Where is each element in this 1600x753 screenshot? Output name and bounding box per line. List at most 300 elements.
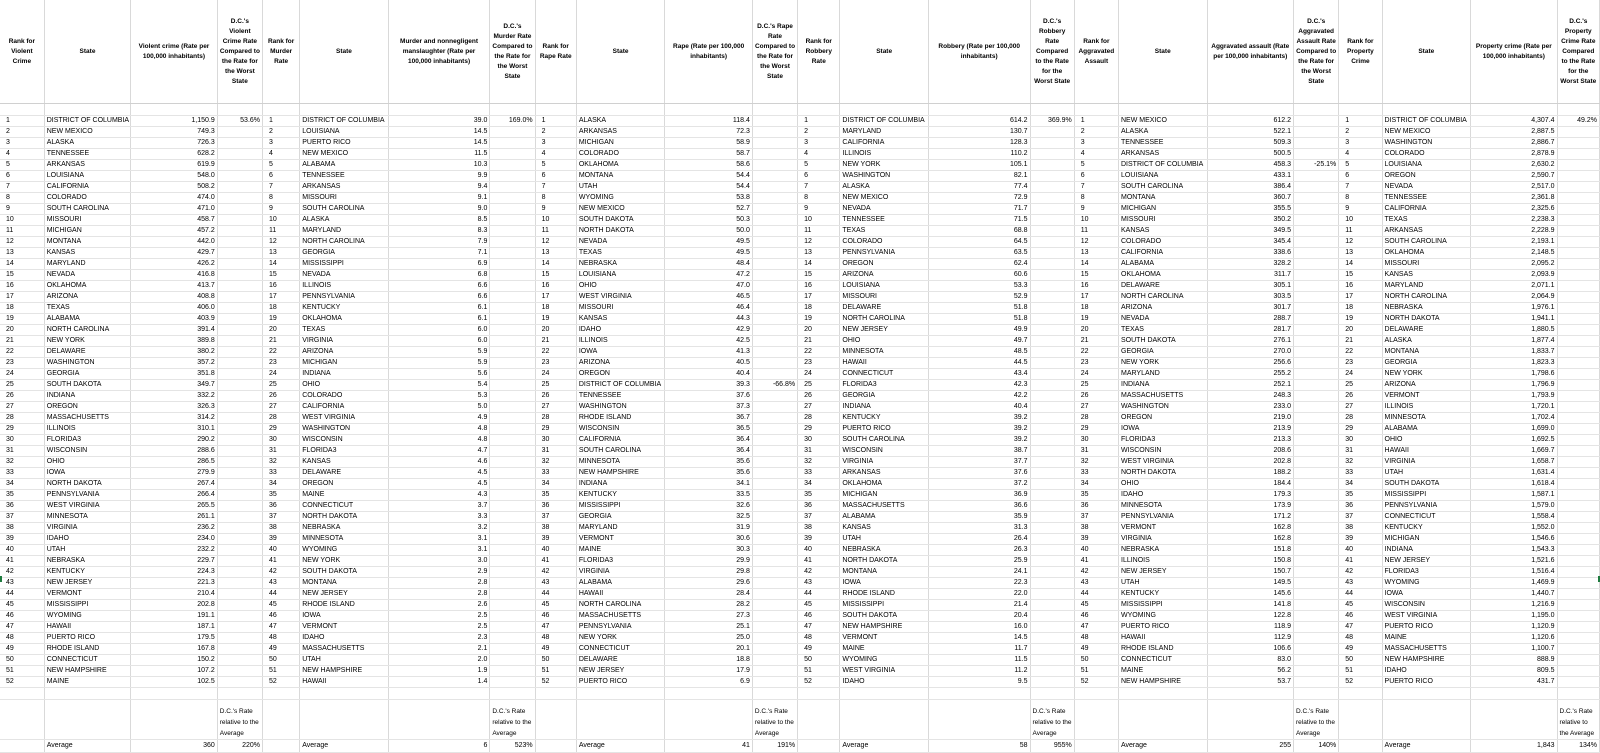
state-cell[interactable]: ARKANSAS xyxy=(1382,226,1471,237)
comparison-cell[interactable] xyxy=(1030,556,1074,567)
comparison-cell[interactable] xyxy=(490,248,535,259)
state-cell[interactable]: ALABAMA xyxy=(44,314,131,325)
state-cell[interactable]: WISCONSIN xyxy=(1382,600,1471,611)
comparison-cell[interactable] xyxy=(1557,336,1599,347)
state-cell[interactable]: ALASKA xyxy=(1382,336,1471,347)
comparison-cell[interactable] xyxy=(1030,171,1074,182)
state-cell[interactable]: HAWAII xyxy=(44,622,131,633)
state-cell[interactable]: ALASKA xyxy=(840,182,929,193)
rate-cell[interactable]: 357.2 xyxy=(131,358,218,369)
comparison-cell[interactable] xyxy=(752,138,797,149)
state-cell[interactable]: SOUTH CAROLINA xyxy=(1119,182,1208,193)
rank-cell[interactable]: 6 xyxy=(1074,171,1118,182)
rate-cell[interactable]: 36.4 xyxy=(665,446,753,457)
rate-cell[interactable]: 234.0 xyxy=(131,534,218,545)
empty-cell[interactable] xyxy=(535,104,576,116)
rate-cell[interactable]: 286.5 xyxy=(131,457,218,468)
rank-cell[interactable]: 20 xyxy=(535,325,576,336)
rank-cell[interactable]: 31 xyxy=(535,446,576,457)
rank-cell[interactable]: 37 xyxy=(798,512,840,523)
state-cell[interactable]: NORTH CAROLINA xyxy=(300,237,389,248)
header-cell[interactable]: Rank for Murder Rate xyxy=(263,0,300,104)
comparison-cell[interactable] xyxy=(752,358,797,369)
rank-cell[interactable]: 24 xyxy=(263,369,300,380)
state-cell[interactable]: CALIFORNIA xyxy=(44,182,131,193)
rate-cell[interactable]: 6.9 xyxy=(388,259,490,270)
comparison-cell[interactable] xyxy=(1294,358,1339,369)
comparison-cell[interactable] xyxy=(752,127,797,138)
rank-cell[interactable]: 22 xyxy=(1339,347,1382,358)
relative-note-cell[interactable]: D.C.'s Rate relative to the Average xyxy=(1557,700,1599,740)
rank-cell[interactable]: 26 xyxy=(1339,391,1382,402)
comparison-cell[interactable] xyxy=(1557,600,1599,611)
state-cell[interactable]: IOWA xyxy=(1119,424,1208,435)
state-cell[interactable]: MISSOURI xyxy=(1382,259,1471,270)
state-cell[interactable]: MONTANA xyxy=(1119,193,1208,204)
state-cell[interactable]: RHODE ISLAND xyxy=(300,600,389,611)
comparison-cell[interactable] xyxy=(1294,501,1339,512)
state-cell[interactable]: UTAH xyxy=(1382,468,1471,479)
rate-cell[interactable]: 1,823.3 xyxy=(1471,358,1558,369)
rank-cell[interactable]: 50 xyxy=(0,655,44,666)
comparison-cell[interactable] xyxy=(752,270,797,281)
rank-cell[interactable]: 47 xyxy=(0,622,44,633)
rate-cell[interactable]: 5.9 xyxy=(388,347,490,358)
rank-cell[interactable]: 45 xyxy=(1074,600,1118,611)
rate-cell[interactable]: 4.8 xyxy=(388,424,490,435)
state-cell[interactable]: DISTRICT OF COLUMBIA xyxy=(44,116,131,127)
comparison-cell[interactable] xyxy=(1030,622,1074,633)
state-cell[interactable]: SOUTH CAROLINA xyxy=(44,204,131,215)
state-cell[interactable]: NEBRASKA xyxy=(300,523,389,534)
state-cell[interactable]: WYOMING xyxy=(44,611,131,622)
header-cell[interactable]: Murder and nonnegligent manslaughter (Rate per 100,000 inhabitants) xyxy=(388,0,490,104)
comparison-cell[interactable] xyxy=(1557,479,1599,490)
comparison-cell[interactable] xyxy=(1030,435,1074,446)
rank-cell[interactable]: 32 xyxy=(535,457,576,468)
state-cell[interactable]: COLORADO xyxy=(1119,237,1208,248)
state-cell[interactable]: FLORIDA3 xyxy=(1382,567,1471,578)
comparison-cell[interactable] xyxy=(1557,281,1599,292)
rate-cell[interactable]: 20.4 xyxy=(928,611,1030,622)
empty-cell[interactable] xyxy=(1074,700,1118,740)
rate-cell[interactable]: 328.2 xyxy=(1207,259,1294,270)
rate-cell[interactable]: 10.3 xyxy=(388,160,490,171)
rate-cell[interactable]: 48.5 xyxy=(928,347,1030,358)
rate-cell[interactable]: 28.2 xyxy=(665,600,753,611)
comparison-cell[interactable] xyxy=(490,237,535,248)
rate-cell[interactable]: 4.7 xyxy=(388,446,490,457)
rank-cell[interactable]: 43 xyxy=(263,578,300,589)
rate-cell[interactable]: 1,150.9 xyxy=(131,116,218,127)
rate-cell[interactable]: 548.0 xyxy=(131,171,218,182)
rate-cell[interactable]: 34.1 xyxy=(665,479,753,490)
comparison-cell[interactable] xyxy=(217,281,262,292)
comparison-cell[interactable] xyxy=(1294,655,1339,666)
comparison-cell[interactable] xyxy=(752,666,797,677)
rate-cell[interactable]: 314.2 xyxy=(131,413,218,424)
comparison-cell[interactable] xyxy=(1557,347,1599,358)
rate-cell[interactable]: 4.5 xyxy=(388,468,490,479)
empty-cell[interactable] xyxy=(1557,688,1599,700)
comparison-cell[interactable] xyxy=(1294,523,1339,534)
rank-cell[interactable]: 23 xyxy=(1339,358,1382,369)
rate-cell[interactable]: 8.3 xyxy=(388,226,490,237)
rate-cell[interactable]: 49.7 xyxy=(928,336,1030,347)
rate-cell[interactable]: 233.0 xyxy=(1207,402,1294,413)
rate-cell[interactable]: 150.7 xyxy=(1207,567,1294,578)
state-cell[interactable]: NEW YORK xyxy=(300,556,389,567)
comparison-cell[interactable] xyxy=(1030,215,1074,226)
rank-cell[interactable]: 12 xyxy=(0,237,44,248)
rate-cell[interactable]: 2.8 xyxy=(388,578,490,589)
rate-cell[interactable]: 2,878.9 xyxy=(1471,149,1558,160)
state-cell[interactable]: DELAWARE xyxy=(44,347,131,358)
state-cell[interactable]: MAINE xyxy=(300,490,389,501)
rate-cell[interactable]: 2,095.2 xyxy=(1471,259,1558,270)
rank-cell[interactable]: 47 xyxy=(263,622,300,633)
header-cell[interactable]: Aggravated assault (Rate per 100,000 inhabitants) xyxy=(1207,0,1294,104)
rate-cell[interactable]: 311.7 xyxy=(1207,270,1294,281)
rate-cell[interactable]: 1,692.5 xyxy=(1471,435,1558,446)
rate-cell[interactable]: 431.7 xyxy=(1471,677,1558,688)
state-cell[interactable]: MISSISSIPPI xyxy=(576,501,665,512)
state-cell[interactable]: CONNECTICUT xyxy=(1119,655,1208,666)
empty-cell[interactable] xyxy=(44,688,131,700)
state-cell[interactable]: COLORADO xyxy=(44,193,131,204)
comparison-cell[interactable] xyxy=(1294,270,1339,281)
rank-cell[interactable]: 41 xyxy=(263,556,300,567)
state-cell[interactable]: PENNSYLVANIA xyxy=(576,622,665,633)
rate-cell[interactable]: 6.9 xyxy=(665,677,753,688)
comparison-cell[interactable] xyxy=(490,204,535,215)
state-cell[interactable]: SOUTH DAKOTA xyxy=(576,215,665,226)
state-cell[interactable]: OREGON xyxy=(840,259,929,270)
rate-cell[interactable]: 458.7 xyxy=(131,215,218,226)
comparison-cell[interactable]: 49.2% xyxy=(1557,116,1599,127)
rate-cell[interactable]: 1,976.1 xyxy=(1471,303,1558,314)
rank-cell[interactable]: 6 xyxy=(1339,171,1382,182)
state-cell[interactable]: KENTUCKY xyxy=(576,490,665,501)
state-cell[interactable]: ILLINOIS xyxy=(44,424,131,435)
rank-cell[interactable]: 32 xyxy=(263,457,300,468)
rate-cell[interactable]: 3.1 xyxy=(388,545,490,556)
state-cell[interactable]: NEW MEXICO xyxy=(300,149,389,160)
rank-cell[interactable]: 5 xyxy=(1339,160,1382,171)
rate-cell[interactable]: 40.4 xyxy=(928,402,1030,413)
rate-cell[interactable]: 44.5 xyxy=(928,358,1030,369)
state-cell[interactable]: ARIZONA xyxy=(576,358,665,369)
comparison-cell[interactable] xyxy=(1557,204,1599,215)
comparison-cell[interactable] xyxy=(752,512,797,523)
rate-cell[interactable]: 1,552.0 xyxy=(1471,523,1558,534)
rate-cell[interactable]: 614.2 xyxy=(928,116,1030,127)
empty-cell[interactable] xyxy=(840,104,929,116)
state-cell[interactable]: MISSISSIPPI xyxy=(1382,490,1471,501)
comparison-cell[interactable] xyxy=(490,402,535,413)
comparison-cell[interactable] xyxy=(217,424,262,435)
rate-cell[interactable]: 386.4 xyxy=(1207,182,1294,193)
rate-cell[interactable]: 25.0 xyxy=(665,633,753,644)
comparison-cell[interactable] xyxy=(1294,600,1339,611)
rank-cell[interactable]: 16 xyxy=(535,281,576,292)
empty-cell[interactable] xyxy=(1074,688,1118,700)
state-cell[interactable]: NORTH CAROLINA xyxy=(576,600,665,611)
comparison-cell[interactable] xyxy=(1294,457,1339,468)
rate-cell[interactable]: 3.2 xyxy=(388,523,490,534)
rank-cell[interactable]: 40 xyxy=(798,545,840,556)
state-cell[interactable]: MICHIGAN xyxy=(300,358,389,369)
comparison-cell[interactable] xyxy=(490,666,535,677)
comparison-cell[interactable] xyxy=(1294,633,1339,644)
rank-cell[interactable]: 25 xyxy=(1339,380,1382,391)
empty-cell[interactable] xyxy=(1119,700,1208,740)
rank-cell[interactable]: 12 xyxy=(1074,237,1118,248)
rank-cell[interactable]: 12 xyxy=(263,237,300,248)
rank-cell[interactable]: 15 xyxy=(0,270,44,281)
rank-cell[interactable]: 38 xyxy=(0,523,44,534)
comparison-cell[interactable] xyxy=(1557,380,1599,391)
rate-cell[interactable]: 202.8 xyxy=(131,600,218,611)
rate-cell[interactable]: 11.7 xyxy=(928,644,1030,655)
rate-cell[interactable]: 1,587.1 xyxy=(1471,490,1558,501)
header-cell[interactable]: D.C.'s Aggravated Assault Rate Compared to the Rate for the Worst State xyxy=(1294,0,1339,104)
state-cell[interactable]: WYOMING xyxy=(1382,578,1471,589)
state-cell[interactable]: NEW YORK xyxy=(576,633,665,644)
rank-cell[interactable]: 38 xyxy=(1074,523,1118,534)
state-cell[interactable]: ARKANSAS xyxy=(576,127,665,138)
rate-cell[interactable]: 37.2 xyxy=(928,479,1030,490)
rate-cell[interactable]: 62.4 xyxy=(928,259,1030,270)
rank-cell[interactable]: 30 xyxy=(1339,435,1382,446)
comparison-cell[interactable] xyxy=(1557,666,1599,677)
rate-cell[interactable]: 1,877.4 xyxy=(1471,336,1558,347)
rank-cell[interactable]: 18 xyxy=(1074,303,1118,314)
state-cell[interactable]: TEXAS xyxy=(1382,215,1471,226)
comparison-cell[interactable] xyxy=(217,655,262,666)
rate-cell[interactable]: 1,195.0 xyxy=(1471,611,1558,622)
rate-cell[interactable]: 355.5 xyxy=(1207,204,1294,215)
rate-cell[interactable]: 2.5 xyxy=(388,622,490,633)
comparison-cell[interactable] xyxy=(1030,534,1074,545)
state-cell[interactable]: NEVADA xyxy=(1382,182,1471,193)
rate-cell[interactable]: 54.4 xyxy=(665,171,753,182)
comparison-cell[interactable] xyxy=(490,435,535,446)
comparison-cell[interactable] xyxy=(217,402,262,413)
state-cell[interactable]: MONTANA xyxy=(576,171,665,182)
rate-cell[interactable]: 219.0 xyxy=(1207,413,1294,424)
comparison-cell[interactable] xyxy=(1030,611,1074,622)
state-cell[interactable]: COLORADO xyxy=(576,149,665,160)
rate-cell[interactable]: 1,100.7 xyxy=(1471,644,1558,655)
comparison-cell[interactable] xyxy=(217,534,262,545)
rate-cell[interactable]: 64.5 xyxy=(928,237,1030,248)
rate-cell[interactable]: 1,546.6 xyxy=(1471,534,1558,545)
comparison-cell[interactable] xyxy=(217,171,262,182)
comparison-cell[interactable] xyxy=(490,149,535,160)
comparison-cell[interactable] xyxy=(1557,270,1599,281)
rate-cell[interactable]: 508.2 xyxy=(131,182,218,193)
comparison-cell[interactable] xyxy=(217,479,262,490)
state-cell[interactable]: TEXAS xyxy=(44,303,131,314)
comparison-cell[interactable] xyxy=(490,182,535,193)
rank-cell[interactable]: 4 xyxy=(263,149,300,160)
rank-cell[interactable]: 15 xyxy=(1074,270,1118,281)
rank-cell[interactable]: 12 xyxy=(1339,237,1382,248)
rate-cell[interactable]: 162.8 xyxy=(1207,534,1294,545)
state-cell[interactable]: OKLAHOMA xyxy=(44,281,131,292)
state-cell[interactable]: PENNSYLVANIA xyxy=(300,292,389,303)
state-cell[interactable]: NEW MEXICO xyxy=(576,204,665,215)
comparison-cell[interactable] xyxy=(1030,490,1074,501)
rate-cell[interactable]: 290.2 xyxy=(131,435,218,446)
rate-cell[interactable]: 50.3 xyxy=(665,215,753,226)
state-cell[interactable]: MAINE xyxy=(1382,633,1471,644)
rate-cell[interactable]: 53.7 xyxy=(1207,677,1294,688)
rank-cell[interactable]: 21 xyxy=(1074,336,1118,347)
rank-cell[interactable]: 30 xyxy=(0,435,44,446)
empty-cell[interactable] xyxy=(576,700,665,740)
state-cell[interactable]: DELAWARE xyxy=(576,655,665,666)
rate-cell[interactable]: 42.3 xyxy=(928,380,1030,391)
rank-cell[interactable]: 10 xyxy=(0,215,44,226)
state-cell[interactable]: SOUTH DAKOTA xyxy=(1382,479,1471,490)
state-cell[interactable]: ARIZONA xyxy=(840,270,929,281)
state-cell[interactable]: KANSAS xyxy=(300,457,389,468)
rate-cell[interactable]: 52.7 xyxy=(665,204,753,215)
comparison-cell[interactable] xyxy=(490,556,535,567)
rate-cell[interactable]: 433.1 xyxy=(1207,171,1294,182)
rank-cell[interactable]: 19 xyxy=(0,314,44,325)
state-cell[interactable]: NEW YORK xyxy=(840,160,929,171)
state-cell[interactable]: PENNSYLVANIA xyxy=(44,490,131,501)
comparison-cell[interactable] xyxy=(1557,215,1599,226)
header-cell[interactable]: Rape (Rate per 100,000 inhabitants) xyxy=(665,0,753,104)
average-label-cell[interactable]: Average xyxy=(1382,740,1471,753)
header-cell[interactable]: Rank for Property Crime xyxy=(1339,0,1382,104)
rank-cell[interactable]: 9 xyxy=(0,204,44,215)
rate-cell[interactable]: 39.2 xyxy=(928,424,1030,435)
state-cell[interactable]: MICHIGAN xyxy=(1382,534,1471,545)
comparison-cell[interactable] xyxy=(1557,424,1599,435)
comparison-cell[interactable] xyxy=(1294,204,1339,215)
rate-cell[interactable]: 2,093.9 xyxy=(1471,270,1558,281)
empty-cell[interactable] xyxy=(798,104,840,116)
rate-cell[interactable]: 150.2 xyxy=(131,655,218,666)
comparison-cell[interactable] xyxy=(1294,512,1339,523)
rank-cell[interactable]: 44 xyxy=(1339,589,1382,600)
rank-cell[interactable]: 13 xyxy=(798,248,840,259)
header-cell[interactable]: D.C.'s Violent Crime Rate Compared to the Rate for the Worst State xyxy=(217,0,262,104)
state-cell[interactable]: NEW YORK xyxy=(1119,358,1208,369)
state-cell[interactable]: WEST VIRGINIA xyxy=(840,666,929,677)
empty-cell[interactable] xyxy=(388,688,490,700)
relative-note-cell[interactable]: D.C.'s Rate relative to the Average xyxy=(217,700,262,740)
state-cell[interactable]: NORTH DAKOTA xyxy=(300,512,389,523)
comparison-cell[interactable] xyxy=(490,347,535,358)
comparison-cell[interactable] xyxy=(1030,138,1074,149)
rank-cell[interactable]: 26 xyxy=(535,391,576,402)
rate-cell[interactable]: 112.9 xyxy=(1207,633,1294,644)
relative-note-cell[interactable]: D.C.'s Rate relative to the Average xyxy=(752,700,797,740)
comparison-cell[interactable] xyxy=(1030,545,1074,556)
rate-cell[interactable]: 25.9 xyxy=(928,556,1030,567)
rate-cell[interactable]: 16.0 xyxy=(928,622,1030,633)
rate-cell[interactable]: 36.5 xyxy=(665,424,753,435)
rate-cell[interactable]: 809.5 xyxy=(1471,666,1558,677)
rank-cell[interactable]: 49 xyxy=(263,644,300,655)
comparison-cell[interactable] xyxy=(752,336,797,347)
state-cell[interactable]: VIRGINIA xyxy=(576,567,665,578)
state-cell[interactable]: IOWA xyxy=(840,578,929,589)
comparison-cell[interactable] xyxy=(490,534,535,545)
rate-cell[interactable]: 130.7 xyxy=(928,127,1030,138)
rate-cell[interactable]: 1,699.0 xyxy=(1471,424,1558,435)
comparison-cell[interactable] xyxy=(752,435,797,446)
rate-cell[interactable]: 1,941.1 xyxy=(1471,314,1558,325)
empty-cell[interactable] xyxy=(1557,104,1599,116)
rank-cell[interactable]: 44 xyxy=(0,589,44,600)
rank-cell[interactable]: 22 xyxy=(798,347,840,358)
empty-cell[interactable] xyxy=(1382,700,1471,740)
state-cell[interactable]: NEW MEXICO xyxy=(44,127,131,138)
rank-cell[interactable]: 25 xyxy=(798,380,840,391)
comparison-cell[interactable] xyxy=(1030,160,1074,171)
state-cell[interactable]: KANSAS xyxy=(840,523,929,534)
state-cell[interactable]: WASHINGTON xyxy=(300,424,389,435)
comparison-cell[interactable] xyxy=(217,512,262,523)
state-cell[interactable]: NEW HAMPSHIRE xyxy=(1119,677,1208,688)
state-cell[interactable]: SOUTH CAROLINA xyxy=(1382,237,1471,248)
rank-cell[interactable]: 46 xyxy=(798,611,840,622)
rank-cell[interactable]: 39 xyxy=(1339,534,1382,545)
comparison-cell[interactable] xyxy=(1294,402,1339,413)
state-cell[interactable]: MISSISSIPPI xyxy=(300,259,389,270)
rank-cell[interactable]: 42 xyxy=(535,567,576,578)
rank-cell[interactable]: 3 xyxy=(263,138,300,149)
rank-cell[interactable]: 18 xyxy=(0,303,44,314)
rate-cell[interactable]: 33.5 xyxy=(665,490,753,501)
state-cell[interactable]: OREGON xyxy=(576,369,665,380)
state-cell[interactable]: MASSACHUSETTS xyxy=(1119,391,1208,402)
state-cell[interactable]: WISCONSIN xyxy=(44,446,131,457)
rank-cell[interactable]: 20 xyxy=(1074,325,1118,336)
state-cell[interactable]: MICHIGAN xyxy=(576,138,665,149)
state-cell[interactable]: MINNESOTA xyxy=(576,457,665,468)
empty-cell[interactable] xyxy=(928,104,1030,116)
rate-cell[interactable]: 416.8 xyxy=(131,270,218,281)
comparison-cell[interactable] xyxy=(1294,446,1339,457)
state-cell[interactable]: NEW JERSEY xyxy=(44,578,131,589)
state-cell[interactable]: IOWA xyxy=(1382,589,1471,600)
rate-cell[interactable]: 5.9 xyxy=(388,358,490,369)
state-cell[interactable]: PENNSYLVANIA xyxy=(840,248,929,259)
rate-cell[interactable]: 32.6 xyxy=(665,501,753,512)
comparison-cell[interactable] xyxy=(1557,138,1599,149)
rank-cell[interactable]: 35 xyxy=(0,490,44,501)
empty-cell[interactable] xyxy=(576,688,665,700)
comparison-cell[interactable] xyxy=(1030,655,1074,666)
rank-cell[interactable]: 36 xyxy=(535,501,576,512)
state-cell[interactable]: ILLINOIS xyxy=(576,336,665,347)
rate-cell[interactable]: 6.0 xyxy=(388,325,490,336)
rate-cell[interactable]: 349.5 xyxy=(1207,226,1294,237)
comparison-cell[interactable] xyxy=(1557,523,1599,534)
rank-cell[interactable]: 49 xyxy=(798,644,840,655)
rate-cell[interactable]: 208.6 xyxy=(1207,446,1294,457)
rate-cell[interactable]: 1.4 xyxy=(388,677,490,688)
state-cell[interactable]: INDIANA xyxy=(1119,380,1208,391)
